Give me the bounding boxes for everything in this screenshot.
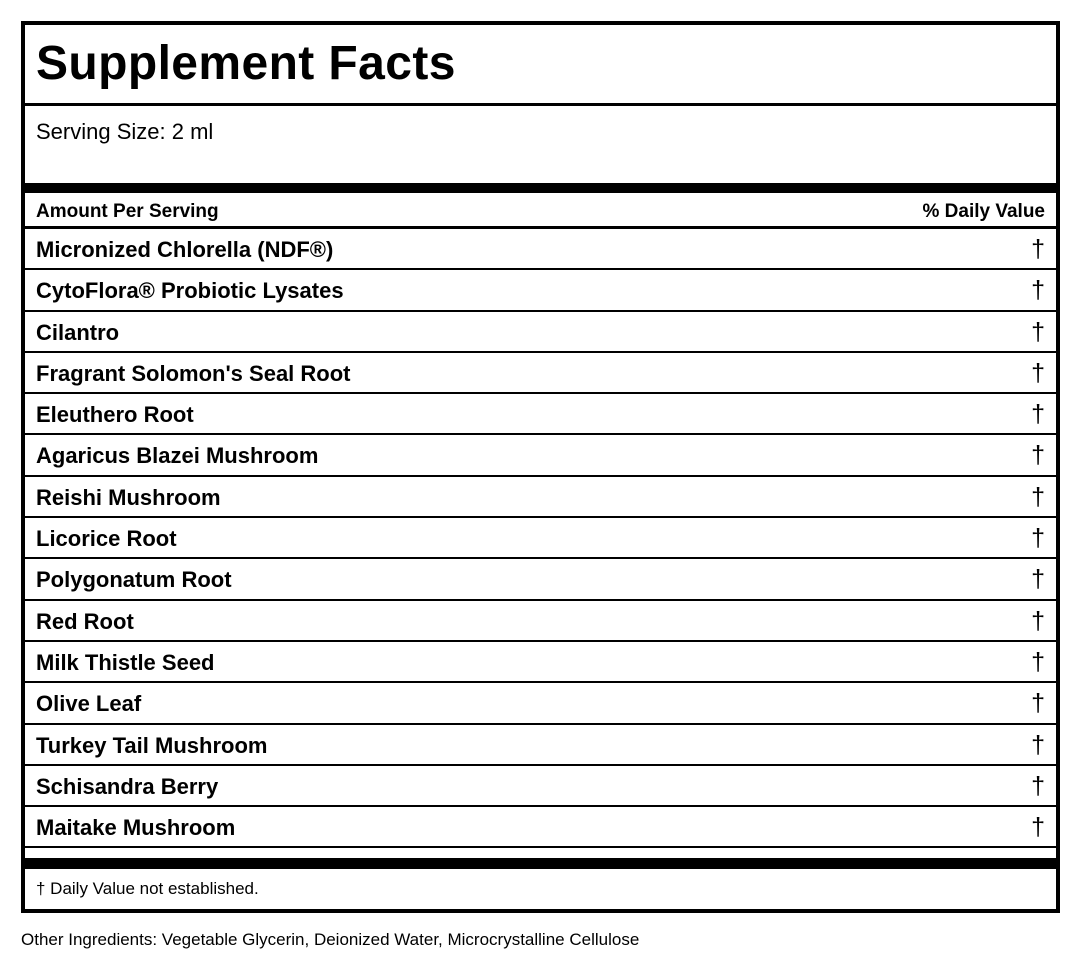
ingredient-row — [25, 312, 1056, 353]
supplement-facts-panel — [21, 21, 1060, 913]
daily-value-mark: † — [1031, 276, 1045, 305]
ingredient-row — [25, 807, 1056, 848]
ingredient-row — [25, 394, 1056, 435]
panel-title: Supplement Facts — [36, 37, 456, 90]
daily-value-mark: † — [1031, 730, 1045, 759]
ingredient-row — [25, 229, 1056, 270]
thick-divider-top — [25, 183, 1056, 193]
ingredient-name: Milk Thistle Seed — [36, 649, 215, 675]
ingredient-row — [25, 601, 1056, 642]
daily-value-mark: † — [1031, 647, 1045, 676]
ingredient-name: Turkey Tail Mushroom — [36, 732, 268, 758]
daily-value-mark: † — [1031, 771, 1045, 800]
ingredient-list — [25, 229, 1056, 848]
daily-value-mark: † — [1031, 235, 1045, 263]
daily-value-mark: † — [1031, 606, 1045, 635]
ingredient-row — [25, 642, 1056, 683]
daily-value-mark: † — [1031, 813, 1045, 842]
ingredient-name: Schisandra Berry — [36, 773, 219, 799]
ingredient-name: Red Root — [36, 608, 134, 634]
serving-size: Serving Size: 2 ml — [36, 119, 214, 144]
serving-size-row — [25, 106, 1056, 183]
daily-value-mark: † — [1031, 317, 1045, 346]
daily-value-mark: † — [1031, 689, 1045, 718]
title-row — [25, 25, 1056, 106]
ingredient-name: Maitake Mushroom — [36, 815, 236, 841]
ingredient-row — [25, 477, 1056, 518]
ingredient-name: Olive Leaf — [36, 691, 142, 717]
ingredient-name: Licorice Root — [36, 526, 177, 552]
daily-value-mark: † — [1031, 400, 1045, 429]
ingredient-row — [25, 518, 1056, 559]
ingredient-name: Polygonatum Root — [36, 567, 232, 593]
daily-value-mark: † — [1031, 441, 1045, 470]
ingredient-name: Agaricus Blazei Mushroom — [36, 443, 319, 469]
column-header-row — [25, 193, 1056, 229]
daily-value-header: % Daily Value — [922, 201, 1045, 222]
ingredient-row — [25, 270, 1056, 311]
daily-value-mark: † — [1031, 358, 1045, 387]
ingredient-name: CytoFlora® Probiotic Lysates — [36, 278, 344, 304]
ingredient-row — [25, 766, 1056, 807]
ingredient-row — [25, 725, 1056, 766]
ingredient-name: Reishi Mushroom — [36, 484, 221, 510]
daily-value-mark: † — [1031, 482, 1045, 511]
ingredient-row — [25, 353, 1056, 394]
daily-value-mark: † — [1031, 565, 1045, 594]
ingredient-row — [25, 559, 1056, 600]
ingredient-name: Micronized Chlorella (NDF®) — [36, 237, 334, 262]
daily-value-mark: † — [1031, 524, 1045, 553]
ingredient-name: Eleuthero Root — [36, 402, 194, 428]
ingredient-name: Cilantro — [36, 319, 120, 345]
amount-per-serving-header: Amount Per Serving — [36, 201, 219, 222]
ingredient-row — [25, 683, 1056, 724]
footnote-row — [25, 869, 1056, 909]
ingredient-row — [25, 435, 1056, 476]
thick-divider-bottom — [25, 858, 1056, 869]
ingredient-name: Fragrant Solomon's Seal Root — [36, 360, 351, 386]
daily-value-footnote: † Daily Value not established. — [36, 879, 259, 898]
other-ingredients: Other Ingredients: Vegetable Glycerin, Deionized Water, Microcrystalline Cellulose — [21, 930, 640, 949]
